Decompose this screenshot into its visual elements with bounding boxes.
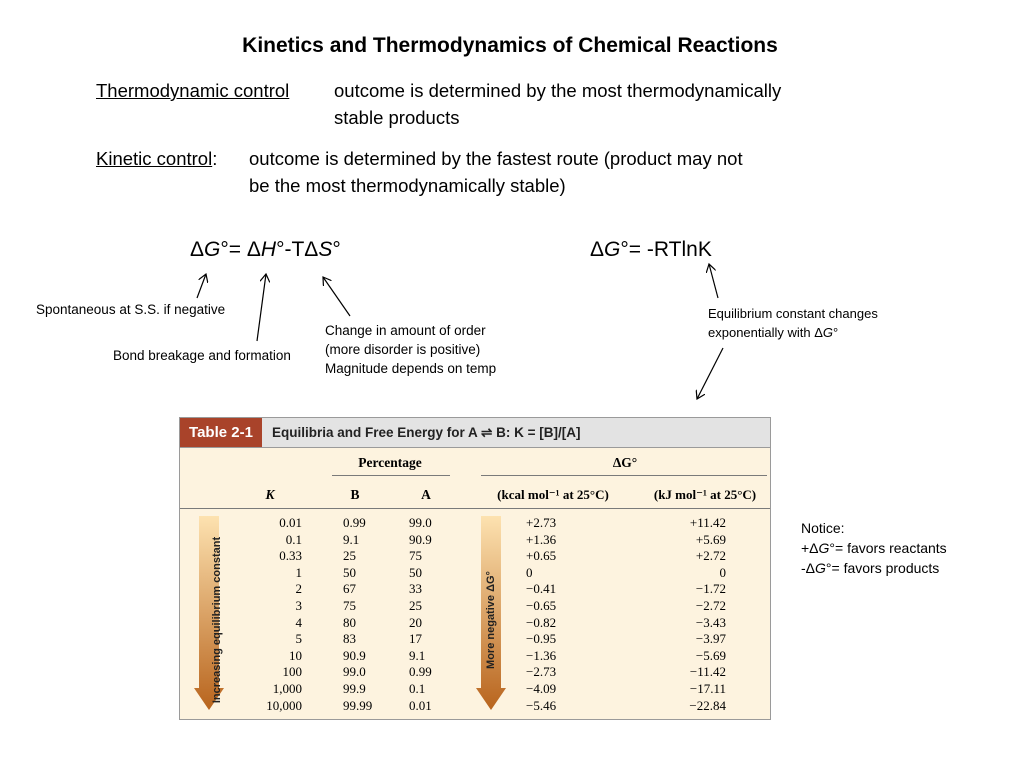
eq-delta: Δ xyxy=(190,238,205,261)
kinetic-line-1: outcome is determined by the fastest route (product may not xyxy=(249,148,743,169)
kcal-column xyxy=(526,515,586,714)
eq-part-b: °-TΔ xyxy=(276,238,319,261)
delta-g-rule xyxy=(481,475,767,476)
thermodynamic-control-term: Thermodynamic control xyxy=(96,80,290,101)
arrow-to-table xyxy=(697,348,723,399)
table-cell-a: 17 xyxy=(409,631,422,647)
table-cell-k: 5 xyxy=(295,631,302,647)
table-cell-k: 4 xyxy=(295,614,302,630)
thermo-line-1: outcome is determined by the most thermodynamically xyxy=(334,80,782,101)
table-cell-a: 75 xyxy=(409,548,422,564)
arrow-to-delta-g xyxy=(197,274,206,298)
table-caption: Equilibria and Free Energy for A ⇌ B: K = [B]/[A] xyxy=(272,425,581,440)
kj-column xyxy=(660,515,726,714)
notice-l2-g: G xyxy=(815,560,826,576)
table-cell-a: 99.0 xyxy=(409,515,432,530)
table-cell-k: 1 xyxy=(295,564,302,580)
table-cell-b: 0.99 xyxy=(343,515,366,530)
table-cell-kcal: −0.95 xyxy=(526,631,557,647)
table-cell-kj: −1.72 xyxy=(695,581,726,597)
table-cell-a: 25 xyxy=(409,597,422,613)
table-cell-kcal: +1.36 xyxy=(526,531,557,547)
table-cell-k: 1,000 xyxy=(272,680,302,696)
table-cell-kcal: −0.82 xyxy=(526,614,557,630)
spontaneous-note: Spontaneous at S.S. if negative xyxy=(36,302,226,317)
arrow-to-delta-h xyxy=(257,274,266,341)
table-cell-kj: 0 xyxy=(719,564,726,580)
equil-post: ° xyxy=(833,325,839,340)
eq-h: H xyxy=(260,238,277,261)
table-cell-kcal: +2.73 xyxy=(526,515,557,530)
table-cell-k: 3 xyxy=(295,597,302,613)
kinetic-line-2: be the most thermodynamically stable) xyxy=(249,175,566,196)
table-cell-kj: −5.69 xyxy=(695,647,726,663)
table-cell-kj: +11.42 xyxy=(689,515,726,530)
table-cell-kcal: −0.41 xyxy=(526,581,557,597)
table-cell-b: 99.99 xyxy=(343,697,373,713)
table-cell-k: 0.1 xyxy=(285,531,302,547)
table-cell-b: 99.9 xyxy=(343,680,366,696)
notice-heading: Notice: xyxy=(801,520,845,536)
table-cell-kj: −22.84 xyxy=(689,697,726,713)
table-cell-kj: +5.69 xyxy=(695,531,726,547)
percentage-header: Percentage xyxy=(358,455,422,470)
notice-l1-g: G xyxy=(818,540,830,556)
table-cell-kj: +2.72 xyxy=(695,548,726,564)
table-cell-a: 0.01 xyxy=(409,697,432,713)
table-cell-k: 2 xyxy=(295,581,302,597)
table-cell-b: 25 xyxy=(343,548,356,564)
eq2-delta: Δ xyxy=(590,238,605,261)
eq-part-a: °= Δ xyxy=(220,238,261,261)
table-cell-kj: −17.11 xyxy=(689,680,726,696)
equilibrium-note-line-1: Equilibrium constant changes xyxy=(708,306,878,321)
kinetic-colon: : xyxy=(212,148,218,169)
order-note-line-2: (more disorder is positive) xyxy=(325,342,481,357)
b-column xyxy=(343,515,393,714)
table-cell-kj: −3.43 xyxy=(695,614,726,630)
notice-l2-pre: -Δ xyxy=(801,560,816,576)
table-cell-a: 33 xyxy=(409,581,422,597)
eq-part-c: ° xyxy=(332,238,341,261)
table-cell-a: 90.9 xyxy=(409,531,432,547)
b-column-header: B xyxy=(350,487,360,502)
table-cell-a: 0.99 xyxy=(409,664,432,680)
table-cell-b: 83 xyxy=(343,631,356,647)
table-cell-b: 67 xyxy=(343,581,356,597)
table-cell-b: 80 xyxy=(343,614,356,630)
bond-note: Bond breakage and formation xyxy=(113,348,291,363)
eq2-rest: °= -RTlnK xyxy=(620,238,712,261)
table-cell-kcal: −4.09 xyxy=(526,680,557,696)
table-badge: Table 2-1 xyxy=(180,418,262,447)
table-cell-kcal: −0.65 xyxy=(526,597,557,613)
table-cell-b: 90.9 xyxy=(343,647,366,663)
table-cell-a: 0.1 xyxy=(409,680,426,696)
kinetic-term-text: Kinetic control xyxy=(96,148,213,169)
table-cell-b: 75 xyxy=(343,597,356,613)
notice-l2-post: °= favors products xyxy=(825,560,940,576)
percentage-rule xyxy=(332,475,450,476)
kj-column-header: (kJ mol⁻¹ at 25°C) xyxy=(653,487,757,502)
table-header-bar xyxy=(180,418,770,448)
table-cell-k: 0.01 xyxy=(279,515,302,530)
equil-pre: exponentially with Δ xyxy=(708,325,823,340)
arrow-to-delta-s xyxy=(323,277,350,316)
more-negative-label: More negative ΔG° xyxy=(485,571,497,669)
equil-g: G xyxy=(822,325,834,340)
table-cell-a: 9.1 xyxy=(409,647,426,663)
table-cell-k: 10 xyxy=(289,647,302,663)
a-column xyxy=(409,515,459,714)
k-column xyxy=(242,515,302,714)
table-cell-kcal: −2.73 xyxy=(526,664,557,680)
table-cell-kj: −3.97 xyxy=(695,631,726,647)
notice-l1-post: °= favors reactants xyxy=(829,540,947,556)
page-title: Kinetics and Thermodynamics of Chemical Reactions xyxy=(242,34,778,57)
table-cell-kcal: −1.36 xyxy=(526,647,557,663)
order-note-line-1: Change in amount of order xyxy=(325,323,486,338)
header-bottom-rule xyxy=(180,508,770,509)
eq-s: S xyxy=(318,238,333,261)
table-cell-kj: −11.42 xyxy=(689,664,726,680)
k-column-header: K xyxy=(265,487,275,502)
table-cell-kj: −2.72 xyxy=(695,597,726,613)
notice-l1-pre: +Δ xyxy=(801,540,819,556)
increasing-k-label: Increasing equilibrium constant xyxy=(211,536,223,704)
table-cell-b: 50 xyxy=(343,564,356,580)
eq-g: G xyxy=(204,238,221,261)
arrow-to-lnk xyxy=(709,264,718,298)
table-cell-k: 100 xyxy=(282,664,302,680)
table-cell-a: 20 xyxy=(409,614,422,630)
kcal-column-header: (kcal mol⁻¹ at 25°C) xyxy=(497,487,609,502)
table-cell-a: 50 xyxy=(409,564,422,580)
table-cell-kcal: −5.46 xyxy=(526,697,557,713)
delta-g-header: ΔG° xyxy=(612,455,638,470)
equilibria-table xyxy=(179,417,771,720)
a-column-header: A xyxy=(421,487,431,502)
thermo-line-2: stable products xyxy=(334,107,460,128)
table-cell-b: 99.0 xyxy=(343,664,366,680)
order-note-line-3: Magnitude depends on temp xyxy=(325,361,497,376)
table-cell-b: 9.1 xyxy=(343,531,360,547)
table-cell-k: 10,000 xyxy=(266,697,302,713)
table-cell-k: 0.33 xyxy=(279,548,302,564)
table-cell-kcal: 0 xyxy=(526,564,533,580)
table-cell-kcal: +0.65 xyxy=(526,548,557,564)
eq2-g: G xyxy=(604,238,621,261)
